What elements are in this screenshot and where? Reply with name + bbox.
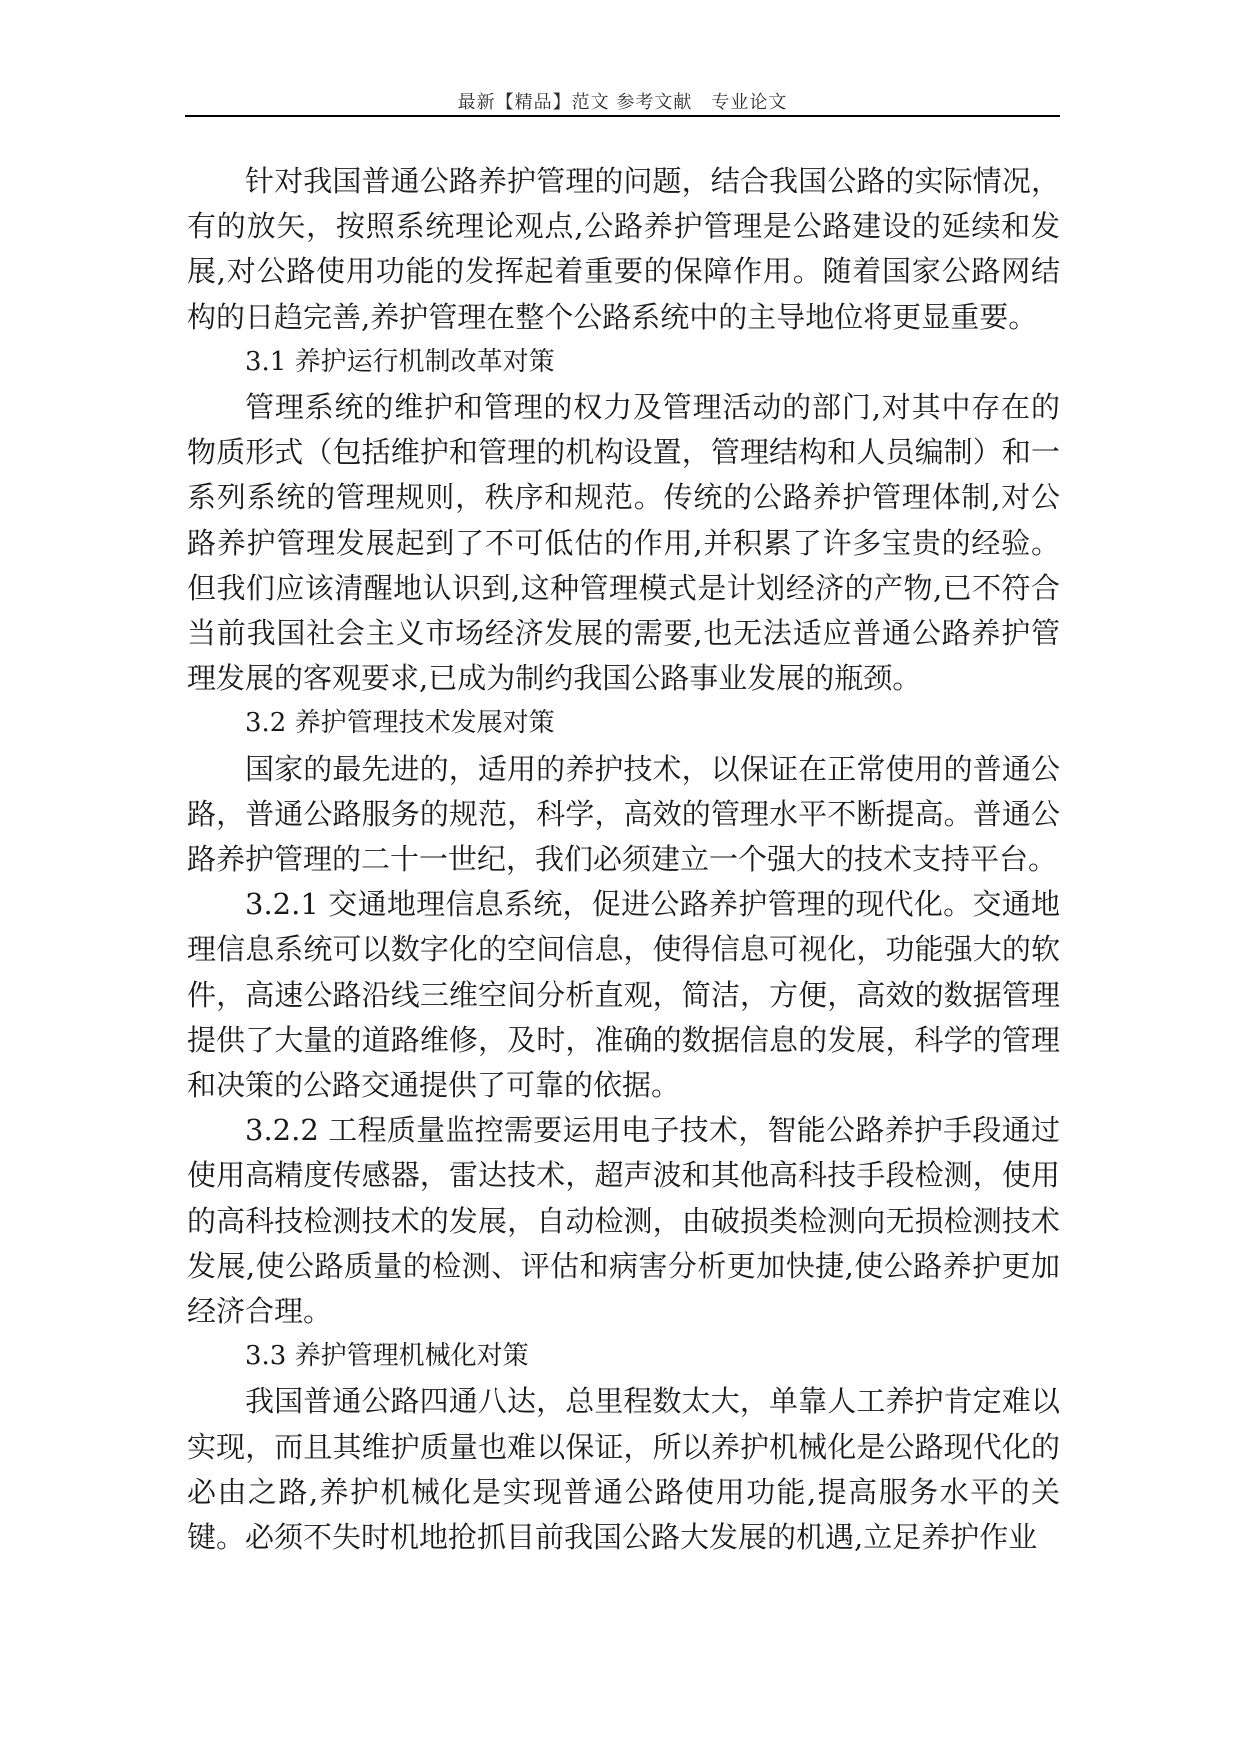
page-header: 最新【精品】范文 参考文献 专业论文 xyxy=(457,92,788,113)
section-heading-3-1: 3.1 养护运行机制改革对策 xyxy=(245,346,555,377)
paragraph-3-3: 我国普通公路四通八达，总里程数太大，单靠人工养护肯定难以实现，而且其维护质量也难以保证，所以养护机械化是公路现代化的必由之路,养护机械化是实现普通公路使用功能,提高服务水平的关键。必须不失时机地抢抓目前我国公路大发展的机遇,立足养护作业 xyxy=(187,1384,1060,1555)
header-divider xyxy=(185,115,1060,117)
section-heading-3-2: 3.2 养护管理技术发展对策 xyxy=(245,708,555,739)
document-body xyxy=(187,159,1060,1560)
paragraph-3-2: 国家的最先进的，适用的养护技术，以保证在正常使用的普通公路，普通公路服务的规范，科学，高效的管理水平不断提高。普通公路养护管理的二十一世纪，我们必须建立一个强大的技术支持平台。 xyxy=(187,751,1060,877)
paragraph-3-2-1: 3.2.1 交通地理信息系统，促进公路养护管理的现代化。交通地理信息系统可以数字化的空间信息，使得信息可视化，功能强大的软件，高速公路沿线三维空间分析直观，简洁，方便，高效的数据管理提供了大量的道路维修，及时，准确的数据信息的发展，科学的管理和决策的公路交通提供了可靠的依据。 xyxy=(187,887,1060,1103)
paragraph-intro: 针对我国普通公路养护管理的问题，结合我国公路的实际情况，有的放矢，按照系统理论观点,公路养护管理是公路建设的延续和发展,对公路使用功能的发挥起着重要的保障作用。随着国家公路网结构的日趋完善,养护管理在整个公路系统中的主导地位将更显重要。 xyxy=(187,164,1060,334)
paragraph-3-2-2: 3.2.2 工程质量监控需要运用电子技术，智能公路养护手段通过使用高精度传感器，雷达技术，超声波和其他高科技手段检测，使用的高科技检测技术的发展，自动检测，由破损类检测向无损检测技术发展,使公路质量的检测、评估和病害分析更加快捷,使公路养护更加经济合理。 xyxy=(187,1113,1060,1329)
paragraph-3-1: 管理系统的维护和管理的权力及管理活动的部门,对其中存在的物质形式（包括维护和管理的机构设置，管理结构和人员编制）和一系列系统的管理规则，秩序和规范。传统的公路养护管理体制,对公路养护管理发展起到了不可低估的作用,并积累了许多宝贵的经验。但我们应该清醒地认识到,这种管理模式是计划经济的产物,已不符合当前我国社会主义市场经济发展的需要,也无法适应普通公路养护管理发展的客观要求,已成为制约我国公路事业发展的瓶颈。 xyxy=(187,390,1060,696)
section-heading-3-3: 3.3 养护管理机械化对策 xyxy=(245,1341,529,1372)
